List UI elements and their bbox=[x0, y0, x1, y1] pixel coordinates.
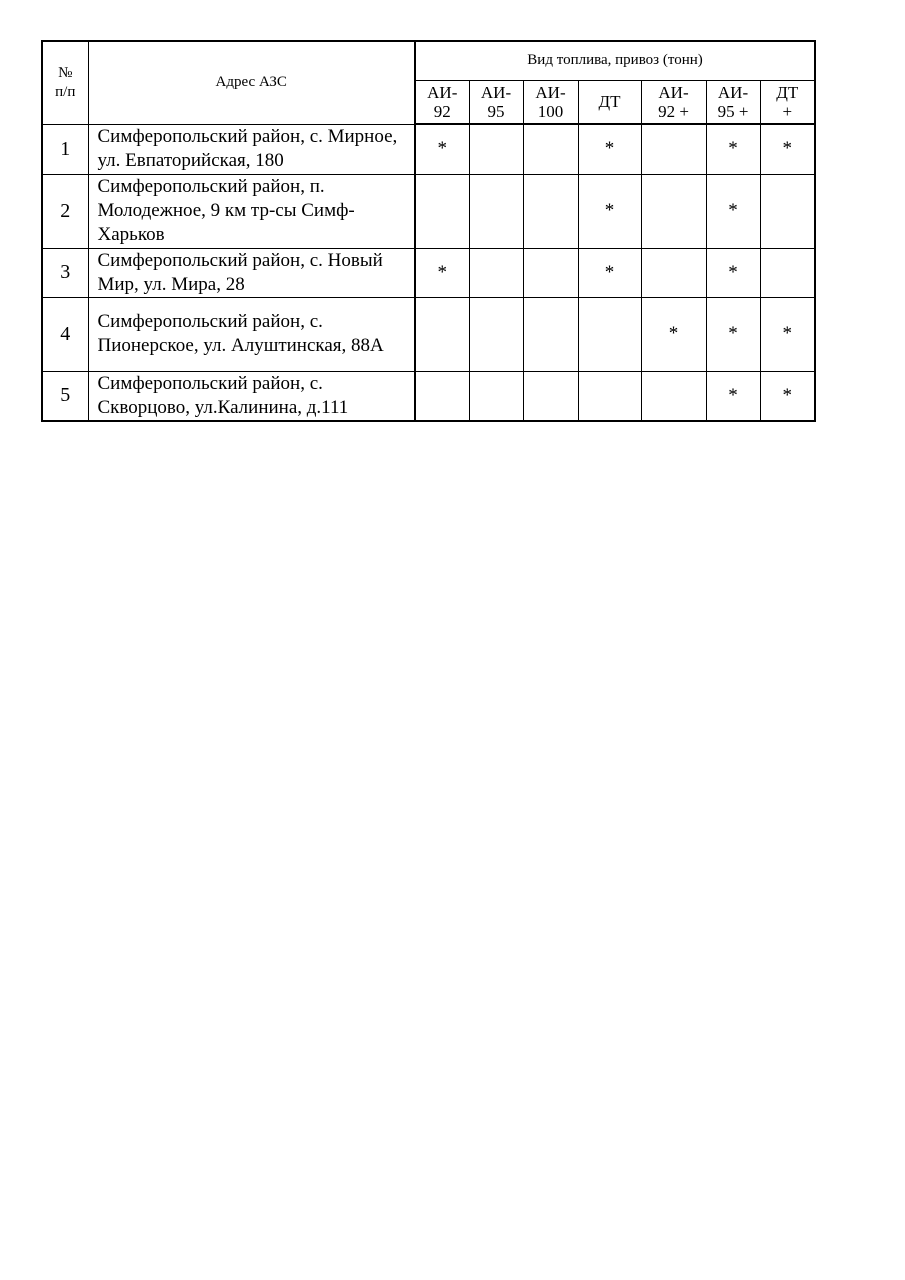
fuel-type-header-line1: АИ- bbox=[535, 82, 566, 102]
row-number: 4 bbox=[42, 297, 88, 371]
table-row bbox=[42, 248, 815, 297]
fuel-mark-cell bbox=[415, 371, 469, 421]
fuel-type-header bbox=[706, 80, 760, 124]
fuel-mark-cell bbox=[523, 174, 578, 248]
fuel-type-header-line1: ДТ bbox=[776, 82, 799, 102]
fuel-type-header bbox=[469, 80, 523, 124]
fuel-mark-cell: * bbox=[706, 248, 760, 297]
fuel-mark-cell bbox=[760, 248, 815, 297]
table-body bbox=[42, 124, 815, 421]
fuel-type-header-line1: АИ- bbox=[658, 82, 689, 102]
fuel-mark-cell bbox=[641, 248, 706, 297]
fuel-mark-cell bbox=[415, 174, 469, 248]
fuel-table bbox=[41, 40, 816, 422]
fuel-type-header-line1: АИ- bbox=[427, 82, 458, 102]
station-address: Симферопольский район, п. Молодежное, 9 км тр-сы Симф-Харьков bbox=[88, 174, 415, 248]
fuel-type-header-line2: 92 + bbox=[658, 101, 689, 121]
row-number: 3 bbox=[42, 248, 88, 297]
row-number: 1 bbox=[42, 124, 88, 174]
row-number: 2 bbox=[42, 174, 88, 248]
fuel-type-header bbox=[578, 80, 641, 124]
fuel-mark-cell: * bbox=[415, 248, 469, 297]
fuel-type-header bbox=[415, 80, 469, 124]
fuel-mark-cell: * bbox=[415, 124, 469, 174]
fuel-type-header-line2: 95 bbox=[487, 101, 505, 121]
fuel-mark-cell bbox=[469, 174, 523, 248]
fuel-type-header bbox=[641, 80, 706, 124]
header-fuel-group: Вид топлива, привоз (тонн) bbox=[415, 41, 815, 80]
fuel-type-header-line2: + bbox=[782, 101, 793, 121]
row-number: 5 bbox=[42, 371, 88, 421]
fuel-mark-cell bbox=[523, 297, 578, 371]
header-number-symbol: № bbox=[58, 64, 73, 81]
fuel-mark-cell: * bbox=[760, 297, 815, 371]
fuel-mark-cell: * bbox=[706, 174, 760, 248]
fuel-mark-cell bbox=[469, 248, 523, 297]
fuel-mark-cell: * bbox=[760, 124, 815, 174]
fuel-mark-cell bbox=[469, 124, 523, 174]
table-header bbox=[42, 41, 815, 124]
table-row bbox=[42, 371, 815, 421]
fuel-type-header-line1: АИ- bbox=[480, 82, 512, 102]
fuel-type-header bbox=[760, 80, 815, 124]
fuel-mark-cell bbox=[578, 297, 641, 371]
fuel-mark-cell: * bbox=[706, 124, 760, 174]
fuel-mark-cell bbox=[523, 248, 578, 297]
fuel-mark-cell: * bbox=[578, 248, 641, 297]
station-address: Симферопольский район, с. Пионерское, ул. Алуштинская, 88А bbox=[88, 297, 415, 371]
fuel-type-header-line2: 100 bbox=[537, 101, 564, 121]
fuel-mark-cell bbox=[523, 124, 578, 174]
table-row bbox=[42, 297, 815, 371]
fuel-type-header-line1: ДТ bbox=[598, 92, 621, 112]
header-number-abbr: п/п bbox=[55, 83, 76, 100]
fuel-mark-cell bbox=[641, 124, 706, 174]
fuel-mark-cell bbox=[578, 371, 641, 421]
fuel-mark-cell bbox=[469, 297, 523, 371]
header-address: Адрес АЗС bbox=[88, 41, 415, 124]
station-address: Симферопольский район, с. Скворцово, ул.Калинина, д.111 bbox=[88, 371, 415, 421]
station-address: Симферопольский район, с. Новый Мир, ул. Мира, 28 bbox=[88, 248, 415, 297]
fuel-mark-cell: * bbox=[760, 371, 815, 421]
fuel-mark-cell bbox=[760, 174, 815, 248]
fuel-mark-cell bbox=[415, 297, 469, 371]
fuel-mark-cell bbox=[641, 371, 706, 421]
fuel-mark-cell bbox=[641, 174, 706, 248]
table-row bbox=[42, 174, 815, 248]
station-address: Симферопольский район, с. Мирное, ул. Евпаторийская, 180 bbox=[88, 124, 415, 174]
fuel-mark-cell: * bbox=[706, 297, 760, 371]
fuel-mark-cell: * bbox=[641, 297, 706, 371]
fuel-mark-cell: * bbox=[706, 371, 760, 421]
fuel-mark-cell: * bbox=[578, 174, 641, 248]
fuel-mark-cell bbox=[469, 371, 523, 421]
table-row bbox=[42, 124, 815, 174]
fuel-mark-cell: * bbox=[578, 124, 641, 174]
fuel-type-header bbox=[523, 80, 578, 124]
fuel-type-header-line2: 92 bbox=[433, 101, 451, 121]
header-number-cell bbox=[42, 41, 88, 124]
fuel-type-header-line2: 95 + bbox=[717, 101, 749, 121]
fuel-type-header-line1: АИ- bbox=[717, 82, 749, 102]
fuel-mark-cell bbox=[523, 371, 578, 421]
